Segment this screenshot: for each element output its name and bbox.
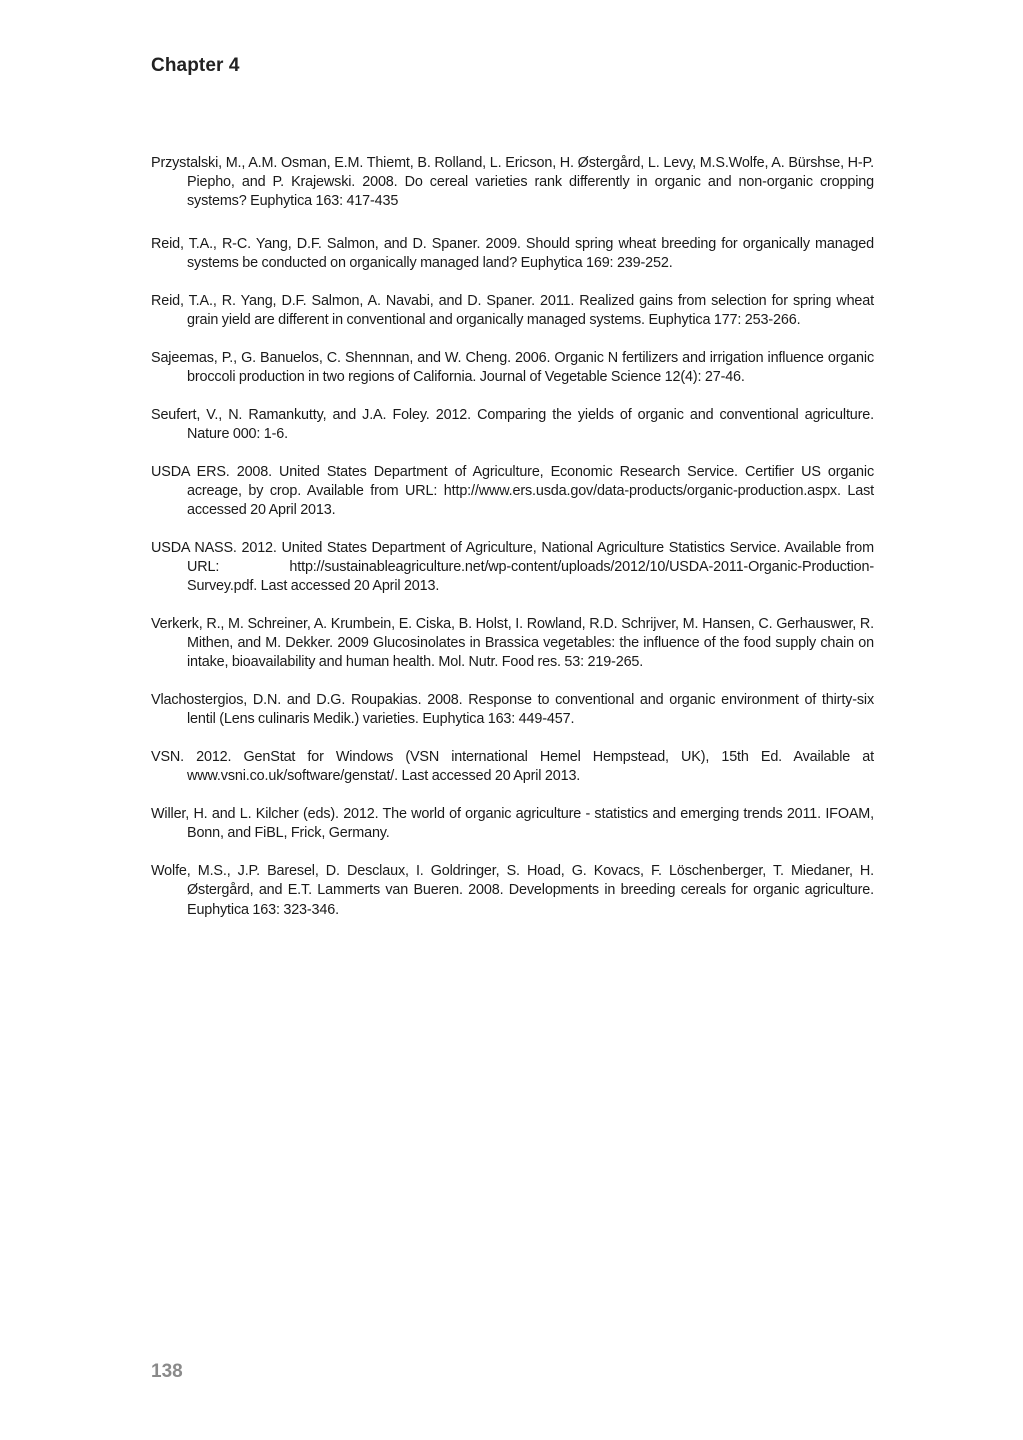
reference-entry: Sajeemas, P., G. Banuelos, C. Shennnan, and W. Cheng. 2006. Organic N fertilizers and irrigation influence organic broccoli production in two regions of California. Journal of Vegetable Science 12(4): 27-46. [151,349,874,385]
reference-entry: Reid, T.A., R. Yang, D.F. Salmon, A. Navabi, and D. Spaner. 2011. Realized gains from selection for spring wheat grain yield are different in conventional and organically managed systems. Euphytica 177: 253-266. [151,292,874,328]
reference-entry: VSN. 2012. GenStat for Windows (VSN international Hemel Hempstead, UK), 15th Ed. Available at www.vsni.co.uk/software/genstat/. Last accessed 20 April 2013. [151,749,874,785]
reference-entry: Vlachostergios, D.N. and D.G. Roupakias. 2008. Response to conventional and organic environment of thirty-six lentil (Lens culinaris Medik.) varieties. Euphytica 163: 449-457. [151,692,874,728]
reference-entry: Reid, T.A., R-C. Yang, D.F. Salmon, and D. Spaner. 2009. Should spring wheat breeding for organically managed systems be conducted on organically managed land? Euphytica 169: 239-252. [151,235,874,271]
reference-entry: USDA NASS. 2012. United States Department of Agriculture, National Agriculture Statistics Service. Available from URL: http://sustainableagriculture.net/wp-content/uploads/2012/10/USDA-2011-Organic-Production-Survey.pdf. Last accessed 20 April 2013. [151,539,874,595]
reference-entry: Przystalski, M., A.M. Osman, E.M. Thiemt, B. Rolland, L. Ericson, H. Østergård, L. Levy, M.S.Wolfe, A. Bürshse, H-P. Piepho, and P. Krajewski. 2008. Do cereal varieties rank differently in organic and non-organic cropping systems? Euphytica 163: 417-435 [151,155,874,210]
reference-entry: Wolfe, M.S., J.P. Baresel, D. Desclaux, I. Goldringer, S. Hoad, G. Kovacs, F. Löschenberger, T. Miedaner, H. Østergård, and E.T. Lammerts van Bueren. 2008. Developments in breeding cereals for organic agriculture. Euphytica 163: 323-346. [151,863,874,918]
reference-entry: Verkerk, R., M. Schreiner, A. Krumbein, E. Ciska, B. Holst, I. Rowland, R.D. Schrijver, M. Hansen, C. Gerhauswer, R. Mithen, and M. Dekker. 2009 Glucosinolates in Brassica vegetables: the influence of the food supply chain on intake, bioavailability and human health. Mol. Nutr. Food res. 53: 219-265. [151,616,874,671]
page-number: 138 [151,1361,183,1382]
reference-entry: Seufert, V., N. Ramankutty, and J.A. Foley. 2012. Comparing the yields of organic and conventional agriculture. Nature 000: 1-6. [151,406,874,442]
reference-entry: Willer, H. and L. Kilcher (eds). 2012. The world of organic agriculture - statistics and emerging trends 2011. IFOAM, Bonn, and FiBL, Frick, Germany. [151,806,874,842]
reference-entry: USDA ERS. 2008. United States Department of Agriculture, Economic Research Service. Certifier US organic acreage, by crop. Available from URL: http://www.ers.usda.gov/data-products/organic-production.aspx. Last accessed 20 April 2013. [151,463,874,519]
reference-list [151,154,874,938]
chapter-heading: Chapter 4 [151,55,240,76]
